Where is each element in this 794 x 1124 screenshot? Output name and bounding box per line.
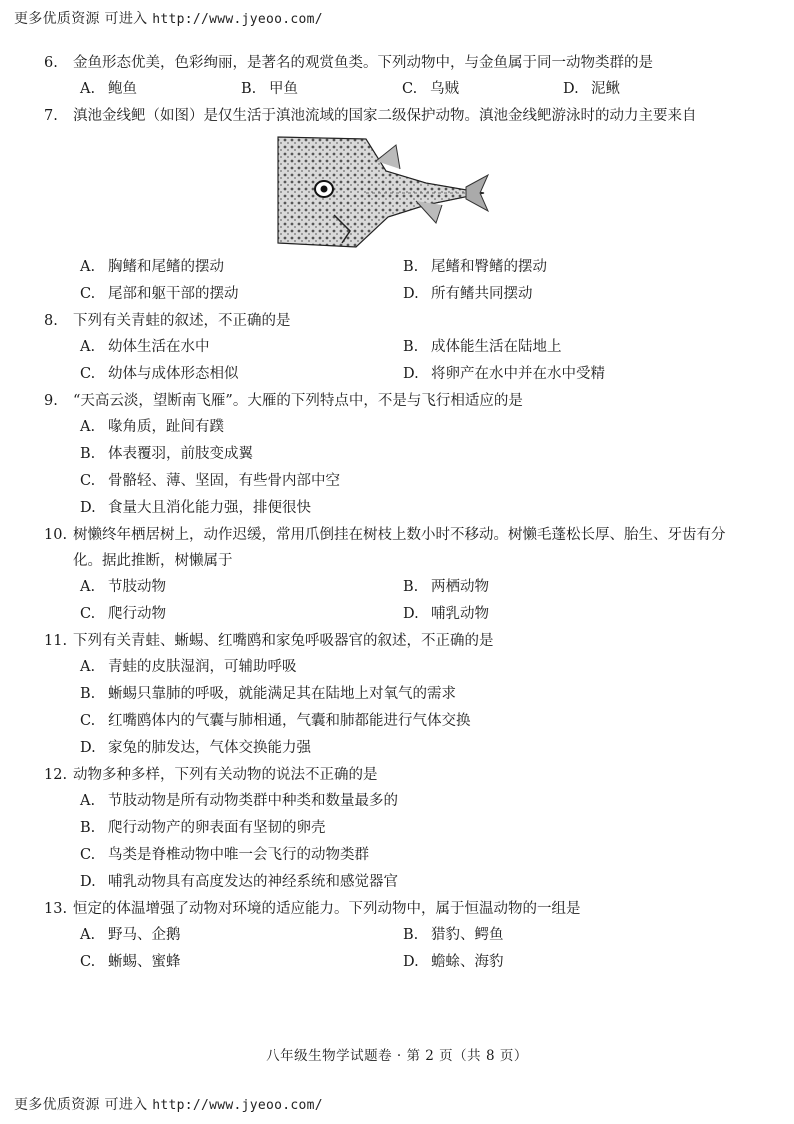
option-c[interactable]: C. 爬行动物 [80,606,166,622]
question-text: 树懒终年栖居树上，动作迟缓，常用爪倒挂在树枝上数小时不移动。树懒毛蓬松长厚、胎生、牙齿有分化。据此推断，树懒属于 [73,527,726,569]
option-c[interactable]: C. 骨骼轻、薄、坚固，有些骨内部中空 [80,473,340,489]
question-11-options [44,654,734,762]
option-a[interactable]: A. 节肢动物是所有动物类群中种类和数量最多的 [80,793,398,809]
option-c[interactable]: C. 蜥蜴、蜜蜂 [80,954,181,970]
question-list [44,50,734,976]
option-b[interactable]: B. 爬行动物产的卵表面有坚韧的卵壳 [80,820,326,836]
question-10-stem [44,522,734,574]
banner-link[interactable]: http://www.jyeoo.com/ [152,12,323,27]
option-c[interactable]: C. 乌贼 [402,81,459,97]
question-9-stem [44,388,734,414]
question-number: 8. [44,313,58,329]
question-7-stem [44,103,734,129]
question-6-stem [44,50,734,76]
option-b[interactable]: B. 蜥蜴只靠肺的呼吸，就能满足其在陆地上对氧气的需求 [80,686,456,702]
option-b[interactable]: B. 成体能生活在陆地上 [403,339,562,355]
option-c[interactable]: C. 鸟类是脊椎动物中唯一会飞行的动物类群 [80,847,369,863]
golden-line-barbel-fish-image [276,131,490,249]
option-a[interactable]: A. 青蛙的皮肤湿润，可辅助呼吸 [80,659,297,675]
fish-figure [44,129,734,254]
question-number: 11. [44,633,68,649]
option-a[interactable]: A. 喙角质，趾间有蹼 [80,419,224,435]
question-number: 12. [44,767,68,783]
page-footer: 八年级生物学试题卷 · 第 2 页（共 8 页） [266,1048,528,1064]
option-c[interactable]: C. 幼体与成体形态相似 [80,366,239,382]
question-11-stem [44,628,734,654]
option-a[interactable]: A. 节肢动物 [80,579,166,595]
question-number: 13. [44,901,68,917]
option-d[interactable]: D. 哺乳动物具有高度发达的神经系统和感觉器官 [80,874,398,890]
question-text: 金鱼形态优美，色彩绚丽，是著名的观赏鱼类。下列动物中，与金鱼属于同一动物类群的是 [73,55,653,71]
question-number: 9. [44,393,58,409]
banner-label: 更多优质资源 可进入 [14,11,148,27]
option-b[interactable]: B. 猎豹、鳄鱼 [403,927,504,943]
question-text: 动物多种多样，下列有关动物的说法不正确的是 [73,767,378,783]
option-a[interactable]: A. 野马、企鹅 [80,927,181,943]
footer-banner [14,1094,323,1114]
option-c[interactable]: C. 红嘴鸥体内的气囊与肺相通，气囊和肺都能进行气体交换 [80,713,471,729]
question-text: “天高云淡，望断南飞雁”。大雁的下列特点中，不是与飞行相适应的是 [73,393,523,409]
option-d[interactable]: D. 食量大且消化能力强，排便很快 [80,500,311,516]
question-12-options [44,788,734,896]
banner-label: 更多优质资源 可进入 [14,1097,148,1113]
option-b[interactable]: B. 尾鳍和臀鳍的摆动 [403,259,547,275]
question-8-stem [44,308,734,334]
option-c[interactable]: C. 尾部和躯干部的摆动 [80,286,239,302]
option-d[interactable]: D. 哺乳动物 [403,606,489,622]
header-banner [14,8,323,28]
question-text: 下列有关青蛙的叙述，不正确的是 [73,313,291,329]
question-number: 7. [44,108,58,124]
option-b[interactable]: B. 体表覆羽，前肢变成翼 [80,446,253,462]
question-number: 6. [44,55,58,71]
question-text: 下列有关青蛙、蜥蜴、红嘴鸥和家兔呼吸器官的叙述，不正确的是 [73,633,494,649]
option-d[interactable]: D. 将卵产在水中并在水中受精 [403,366,605,382]
banner-link[interactable]: http://www.jyeoo.com/ [152,1098,323,1113]
question-7-options [44,254,734,308]
question-9-options [44,414,734,522]
option-d[interactable]: D. 蟾蜍、海豹 [403,954,504,970]
option-d[interactable]: D. 泥鳅 [563,81,620,97]
question-12-stem [44,762,734,788]
option-b[interactable]: B. 甲鱼 [241,81,298,97]
question-6-options [44,76,734,103]
option-a[interactable]: A. 鲍鱼 [80,81,137,97]
question-10-options [44,574,734,628]
option-a[interactable]: A. 幼体生活在水中 [80,339,210,355]
option-a[interactable]: A. 胸鳍和尾鳍的摆动 [80,259,224,275]
option-d[interactable]: D. 所有鳍共同摆动 [403,286,533,302]
question-13-options [44,922,734,976]
option-d[interactable]: D. 家兔的肺发达，气体交换能力强 [80,740,311,756]
question-text: 滇池金线鲃（如图）是仅生活于滇池流域的国家二级保护动物。滇池金线鲃游泳时的动力主要来自 [73,108,697,124]
question-text: 恒定的体温增强了动物对环境的适应能力。下列动物中，属于恒温动物的一组是 [73,901,581,917]
question-13-stem [44,896,734,922]
option-b[interactable]: B. 两栖动物 [403,579,489,595]
question-number: 10. [44,527,68,543]
question-8-options [44,334,734,388]
